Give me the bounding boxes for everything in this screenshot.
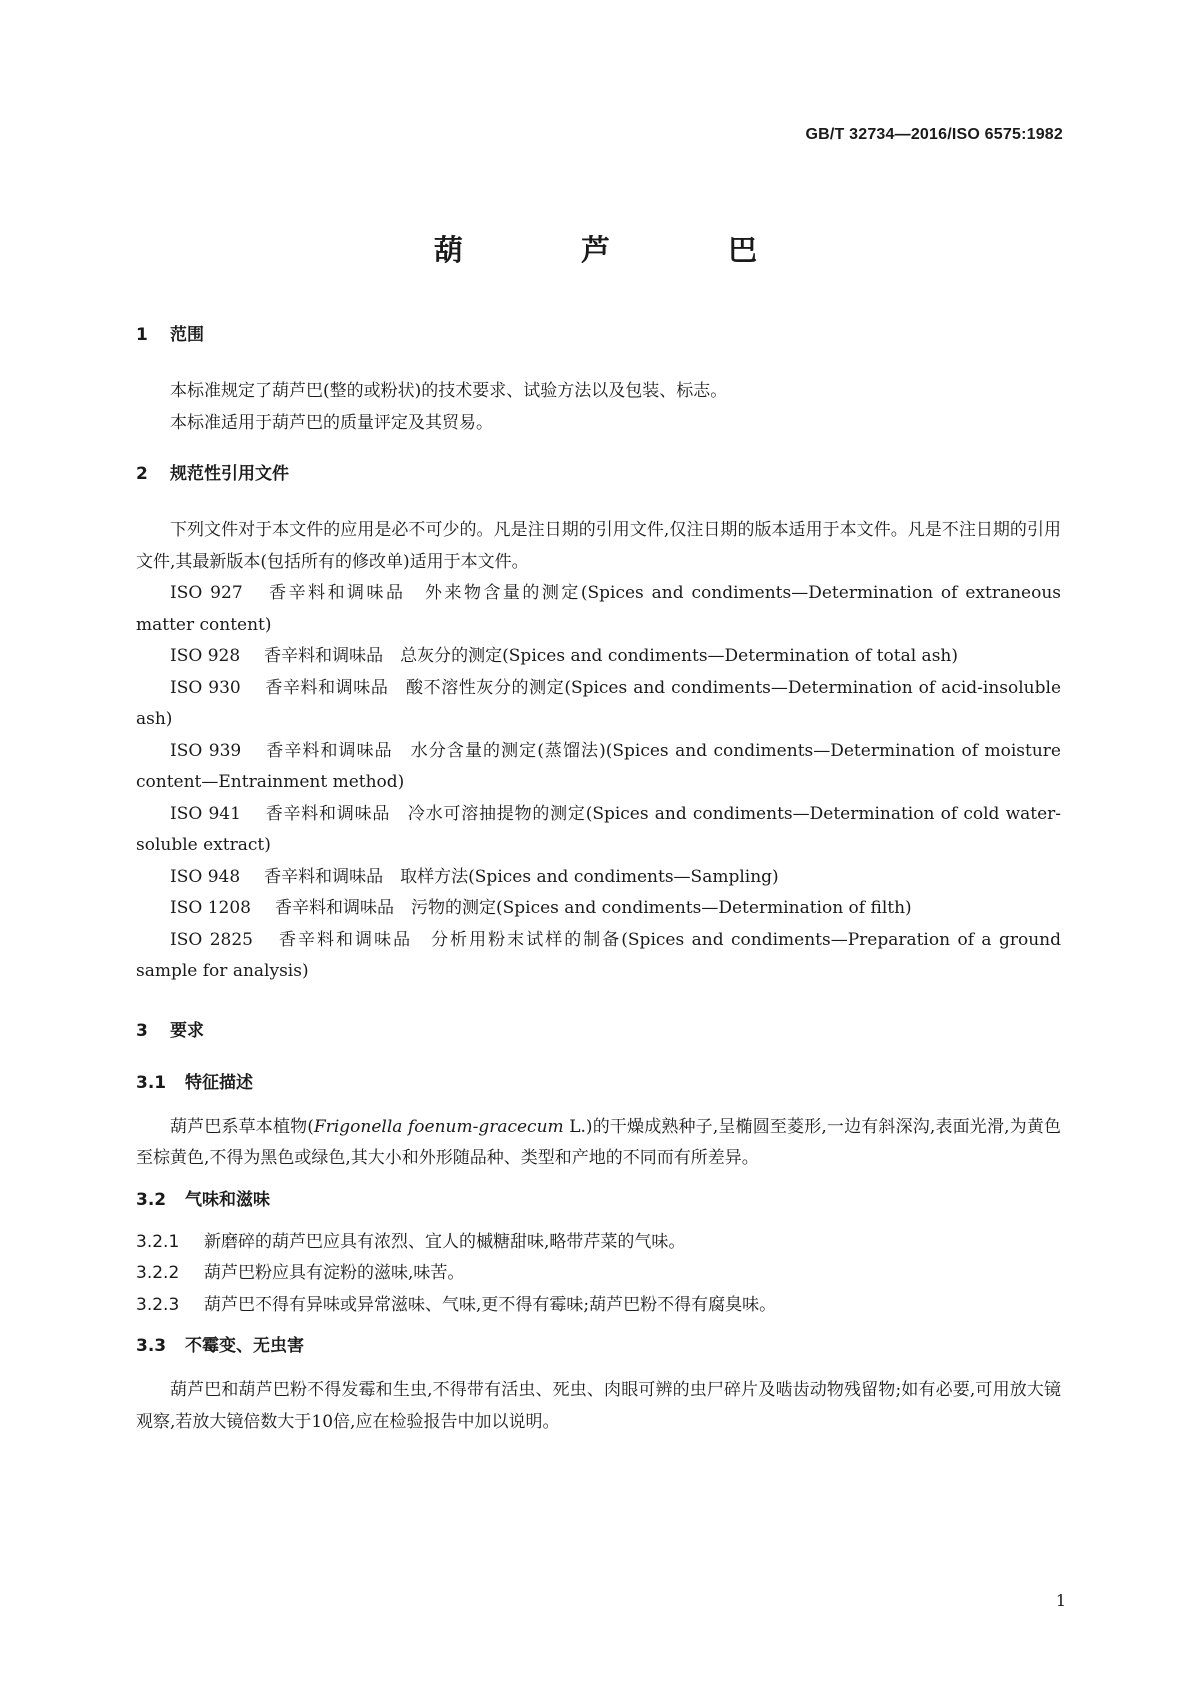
section-title: 范围 [170,325,204,345]
subsection-heading-3-2 [136,1185,1061,1215]
section-heading-1 [136,320,1061,350]
reference-item: ISO 1208 香辛料和调味品 污物的测定(Spices and condiments—Determination of filth) [170,898,912,918]
latin-name: Frigonella foenum-gracecum [313,1116,564,1137]
section-number: 3.3 [136,1336,167,1356]
reference-item: ISO 948 香辛料和调味品 取样方法(Spices and condiments—Sampling) [170,866,779,887]
document-body [136,320,1061,1438]
section-title: 特征描述 [185,1072,253,1093]
standard-code: GB/T 32734—2016/ISO 6575:1982 [805,126,1063,143]
section-number: 2 [136,464,148,484]
section-number: 3 [136,1020,148,1041]
section-heading-3 [136,1016,1061,1046]
section-heading-2 [136,459,1061,489]
subsection-heading-3-1 [136,1068,1061,1098]
paragraph: 本标准规定了葫芦巴(整的或粉状)的技术要求、试验方法以及包装、标志。 [170,381,728,401]
section-title: 不霉变、无虫害 [185,1336,304,1356]
reference-item: ISO 927 香辛料和调味品 外来物含量的测定(Spices and condiments—Determination of extraneous matter content) [136,583,1061,635]
paragraph: 葫芦巴系草本植物(Frigonella foenum-gracecum L.)的干燥成熟种子,呈椭圆至菱形,一边有斜深沟,表面光滑,为黄色至棕黄色,不得为黑色或绿色,其大小和外形随品种、类型和产地的不同而有所差异。 [136,1116,1061,1168]
clause-item: 3.2.1 新磨碎的葫芦巴应具有浓烈、宜人的槭糖甜味,略带芹菜的气味。 [136,1231,686,1252]
subsection-heading-3-3 [136,1331,1061,1361]
section-number: 1 [136,325,148,345]
section-title: 规范性引用文件 [170,464,289,484]
section-number: 3.2 [136,1189,167,1210]
section-title: 要求 [170,1020,204,1041]
reference-item: ISO 939 香辛料和调味品 水分含量的测定(蒸馏法)(Spices and condiments—Determination of moisture content—Entrainment method) [136,740,1061,792]
reference-item: ISO 941 香辛料和调味品 冷水可溶抽提物的测定(Spices and condiments—Determination of cold water-soluble extract) [136,803,1062,855]
reference-item: ISO 930 香辛料和调味品 酸不溶性灰分的测定(Spices and condiments—Determination of acid-insoluble ash) [136,677,1062,729]
reference-item: ISO 2825 香辛料和调味品 分析用粉末试样的制备(Spices and condiments—Preparation of a ground sample for analysis) [136,929,1061,981]
paragraph: 葫芦巴和葫芦巴粉不得发霉和生虫,不得带有活虫、死虫、肉眼可辨的虫尸碎片及啮齿动物残留物;如有必要,可用放大镜观察,若放大镜倍数大于10倍,应在检验报告中加以说明。 [136,1380,1061,1432]
section-number: 3.1 [136,1072,167,1093]
page-number: 1 [1055,1591,1066,1610]
paragraph: 本标准适用于葫芦巴的质量评定及其贸易。 [170,412,493,433]
clause-item: 3.2.2 葫芦巴粉应具有淀粉的滋味,味苦。 [136,1263,465,1283]
paragraph: 下列文件对于本文件的应用是必不可少的。凡是注日期的引用文件,仅注日期的版本适用于本文件。凡是不注日期的引用文件,其最新版本(包括所有的修改单)适用于本文件。 [136,520,1061,572]
section-title: 气味和滋味 [185,1189,270,1210]
clause-item: 3.2.3 葫芦巴不得有异味或异常滋味、气味,更不得有霉味;葫芦巴粉不得有腐臭味。 [136,1294,777,1315]
document-title: 葫 芦 巴 [433,233,812,267]
reference-item: ISO 928 香辛料和调味品 总灰分的测定(Spices and condiments—Determination of total ash) [170,646,958,666]
